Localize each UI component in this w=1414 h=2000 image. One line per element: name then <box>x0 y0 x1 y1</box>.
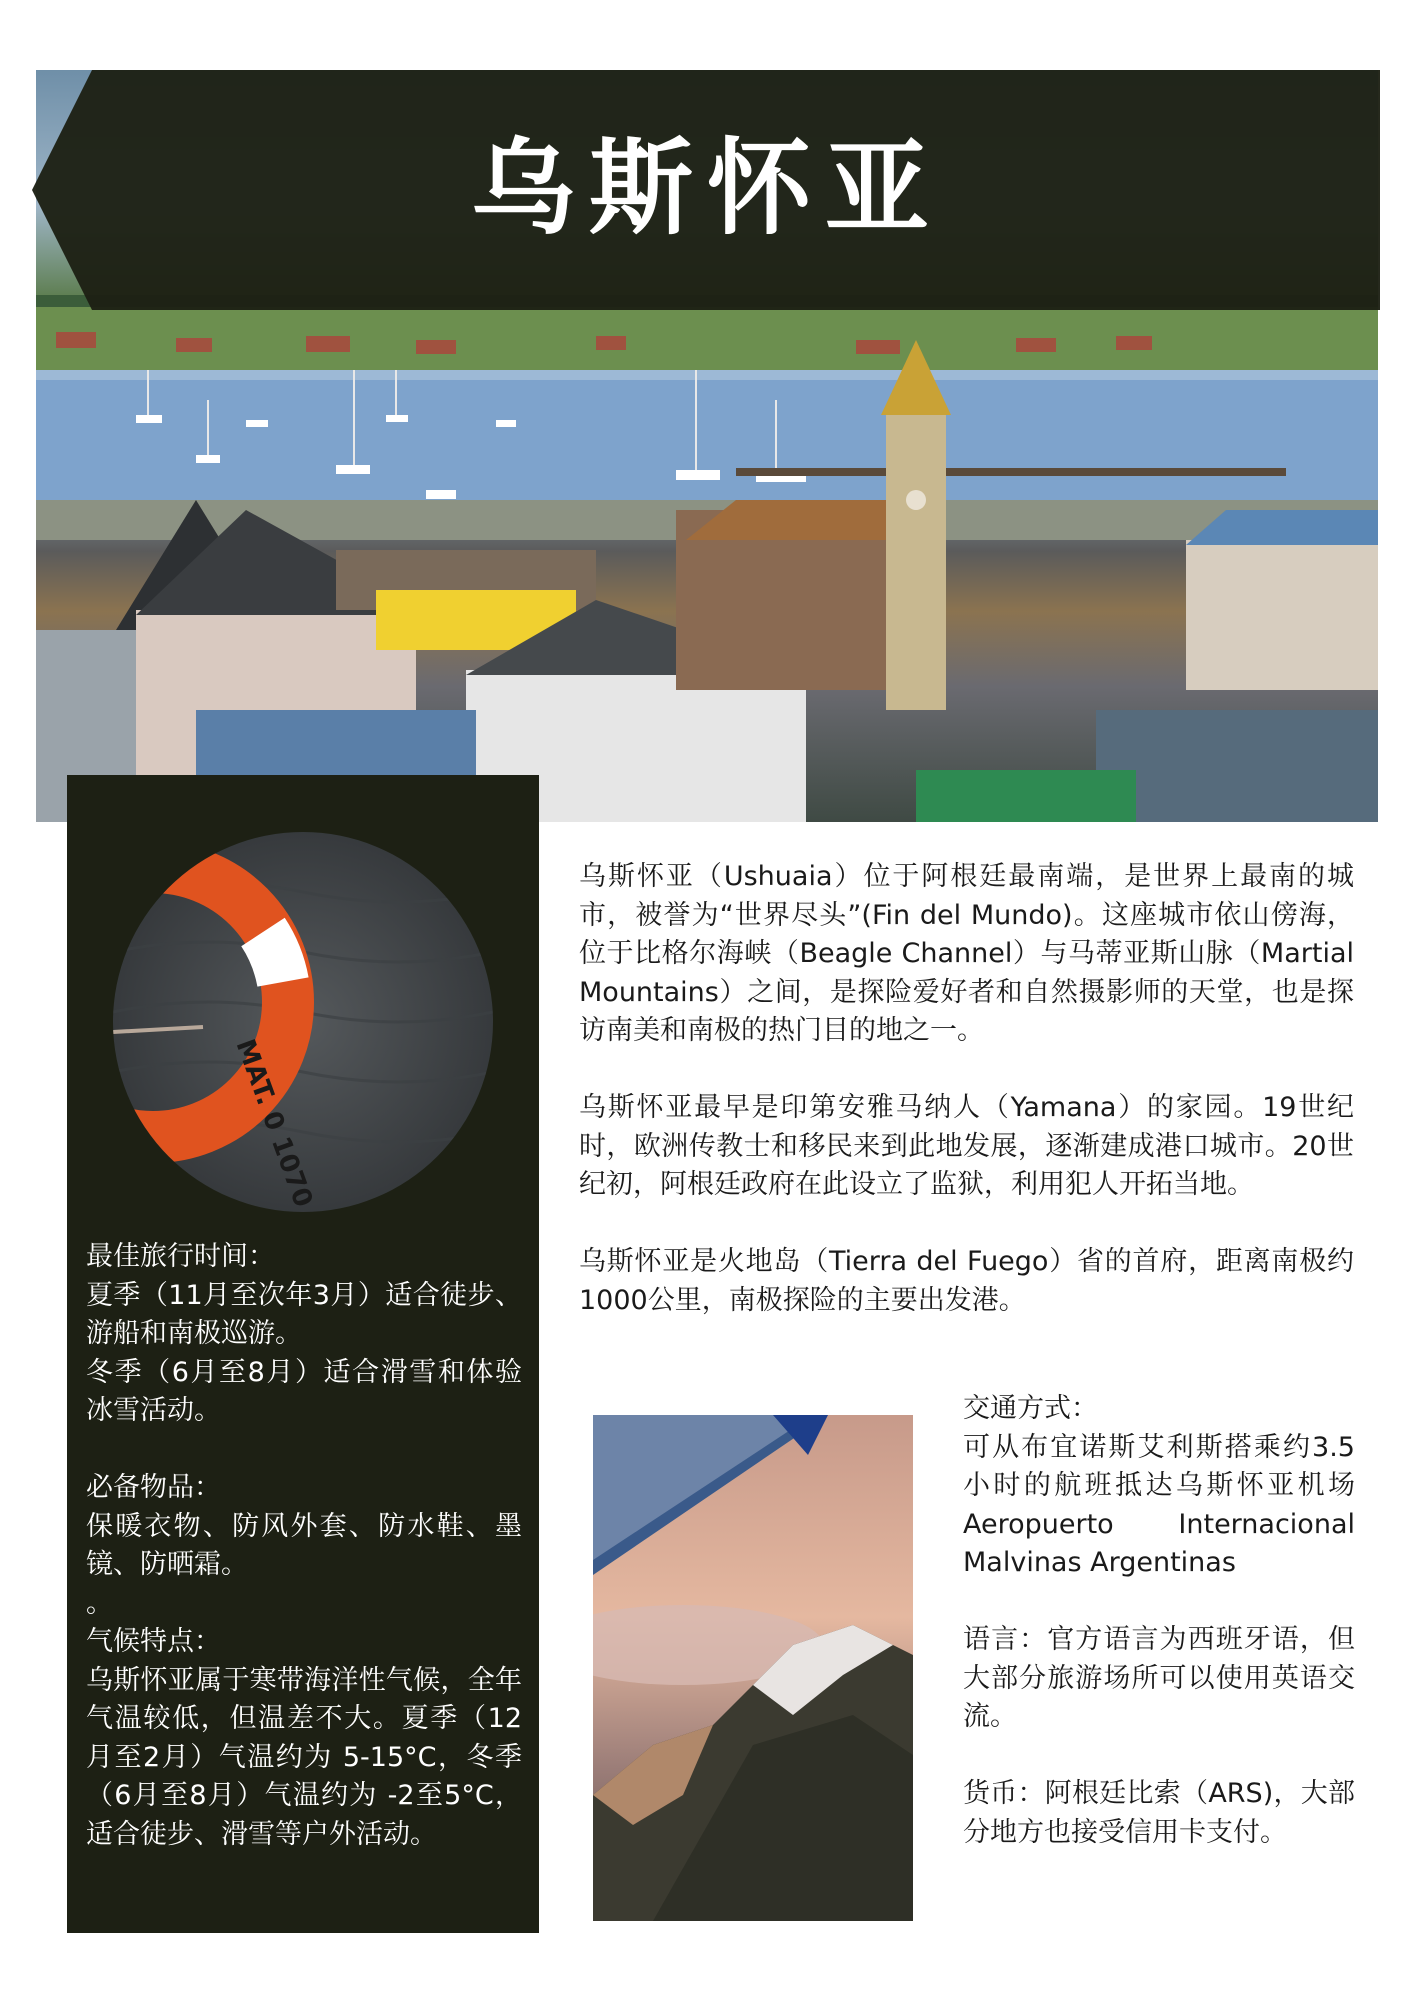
essentials-text: 保暖衣物、防风外套、防水鞋、墨镜、防晒霜。 <box>86 1510 522 1580</box>
climate-heading: 气候特点： <box>86 1626 221 1657</box>
intro-paragraph: 乌斯怀亚（Ushuaia）位于阿根廷最南端，是世界上最南的城市，被誉为“世界尽头”(Fin del Mundo)。这座城市依山傍海，位于比格尔海峡（Beagle Channel）与马蒂亚斯山脉（Martial Mountains）之间，是探险爱好者和自然摄影师的天堂，也是探访南美和南极的热门目的地之一。 <box>579 861 1354 1046</box>
transport-text: 可从布宜诺斯艾利斯搭乘约3.5小时的航班抵达乌斯怀亚机场Aeropuerto Internacional Malvinas Argentinas <box>963 1431 1355 1578</box>
currency-text: 货币：阿根廷比索（ARS)，大部分地方也接受信用卡支付。 <box>963 1778 1355 1848</box>
lifebuoy-lettering: MAT. 0 1070 <box>229 1035 319 1212</box>
travel-winter-text: 冬季（6月至8月）适合滑雪和体验冰雪活动。 <box>86 1356 522 1426</box>
mountain-view-photo <box>593 1415 913 1921</box>
stray-mark: 。 <box>86 1587 113 1619</box>
sidebar-text <box>86 1238 522 1854</box>
lifebuoy-illustration <box>113 832 493 1212</box>
essentials-heading: 必备物品： <box>86 1472 221 1503</box>
practical-info <box>963 1390 1355 1852</box>
travel-summer-text: 夏季（11月至次年3月）适合徒步、游船和南极巡游。 <box>86 1279 522 1349</box>
lifebuoy-photo <box>113 832 493 1212</box>
climate-text: 乌斯怀亚属于寒带海洋性气候，全年气温较低，但温差不大。夏季（12月至2月）气温约为 5-15°C，冬季（6月至8月）气温约为 -2至5°C，适合徒步、滑雪等户外活动。 <box>86 1664 522 1850</box>
page-title: 乌斯怀亚 <box>470 127 943 249</box>
travel-time-heading: 最佳旅行时间： <box>86 1241 275 1272</box>
main-text <box>579 858 1354 1359</box>
capital-paragraph: 乌斯怀亚是火地岛（Tierra del Fuego）省的首府，距离南极约1000公里，南极探险的主要出发港。 <box>579 1246 1354 1316</box>
transport-heading: 交通方式： <box>963 1393 1098 1424</box>
mountain-illustration <box>593 1415 913 1921</box>
history-paragraph: 乌斯怀亚最早是印第安雅马纳人（Yamana）的家园。19世纪时，欧洲传教士和移民来到此地发展，逐渐建成港口城市。20世纪初，阿根廷政府在此设立了监狱，利用犯人开拓当地。 <box>579 1092 1354 1200</box>
language-text: 语言：官方语言为西班牙语，但大部分旅游场所可以使用英语交流。 <box>963 1624 1355 1732</box>
